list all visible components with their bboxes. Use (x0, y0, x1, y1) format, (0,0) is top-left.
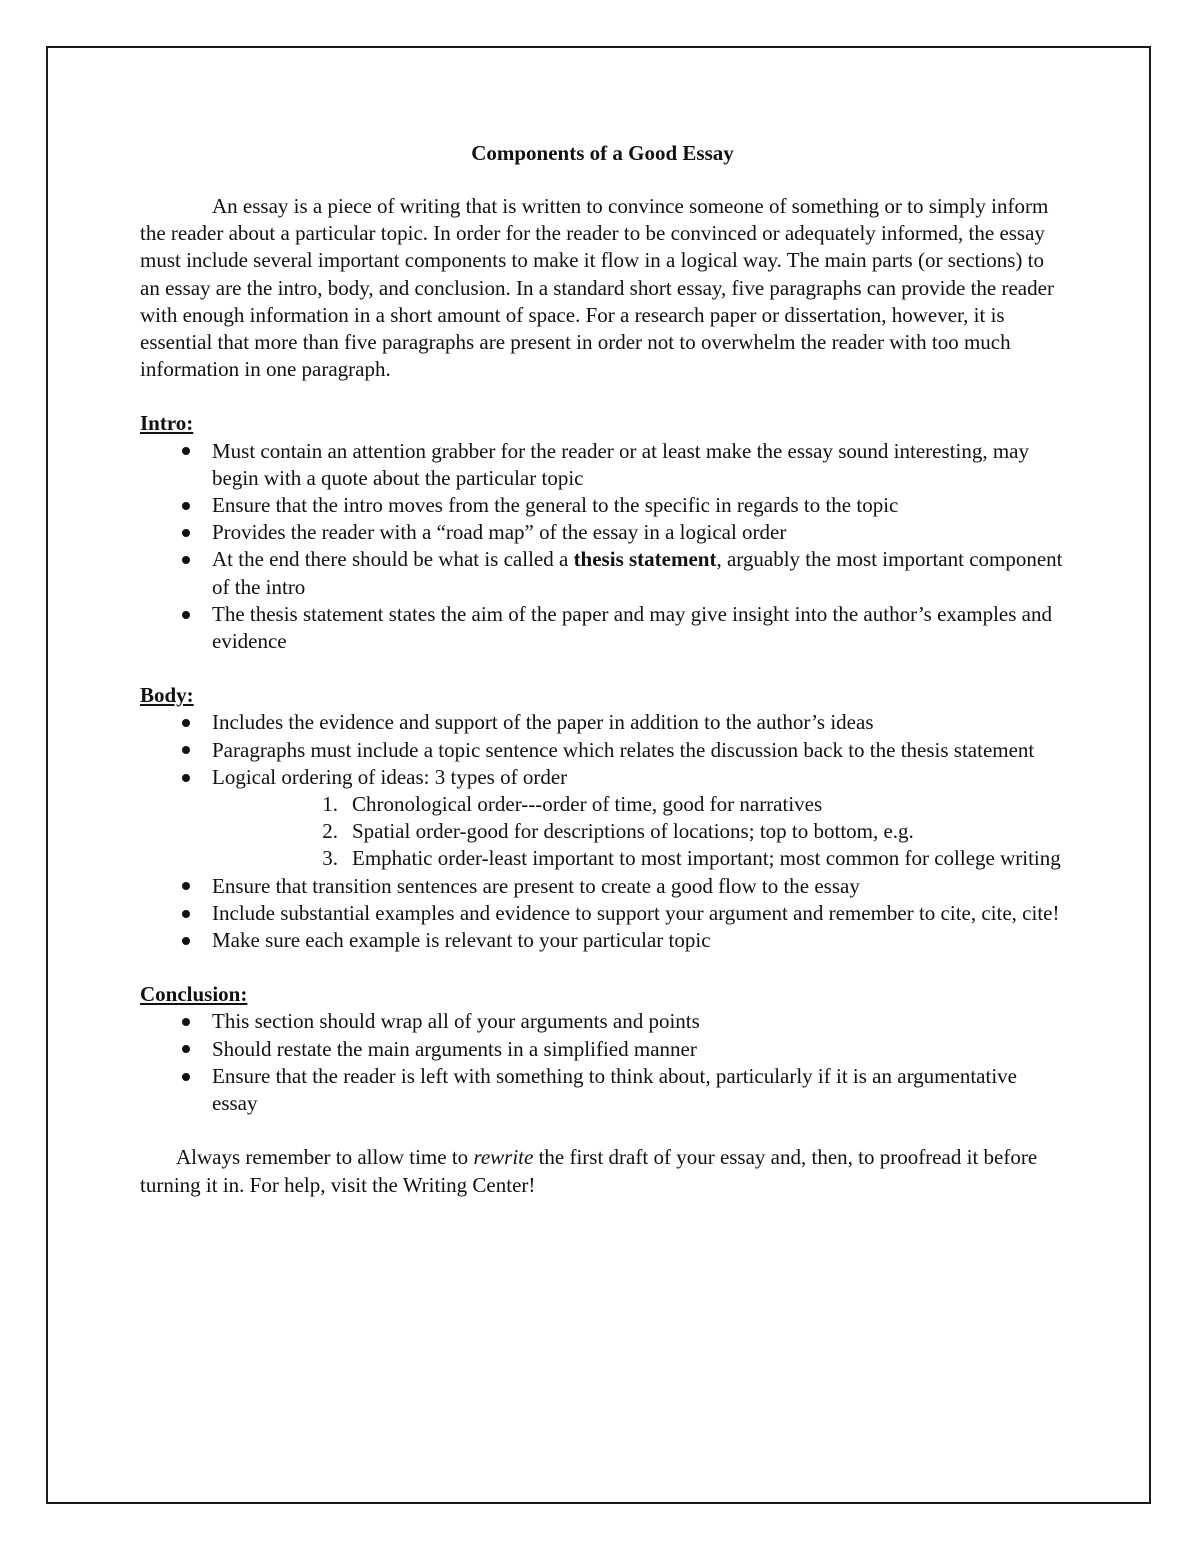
list-item (140, 737, 1065, 764)
list-item-text: Make sure each example is relevant to your particular topic (212, 928, 711, 953)
order-types-list (140, 791, 1065, 873)
body-bullet-list (140, 709, 1065, 791)
bullet-icon (176, 601, 196, 628)
numbered-item (140, 791, 1065, 818)
list-item (140, 1063, 1065, 1117)
list-item (140, 438, 1065, 492)
list-item-text: Include substantial examples and evidence to support your argument and remember to cite, cite, cite! (212, 900, 1060, 925)
closing-paragraph: Always remember to allow time to rewrite the first draft of your essay and, then, to proofread it before turning it in. For help, visit the Writing Center! (140, 1145, 1038, 1197)
document-title: Components of a Good Essay (471, 141, 734, 165)
list-item (140, 546, 1065, 600)
bullet-icon (176, 927, 196, 954)
list-item-text: Paragraphs must include a topic sentence which relates the discussion back to the thesis statement (212, 737, 1035, 762)
list-item-text: Provides the reader with a “road map” of the essay in a logical order (212, 520, 787, 545)
list-item-text: The thesis statement states the aim of the paper and may give insight into the author’s examples and evidence (212, 601, 1052, 654)
intro-paragraph: An essay is a piece of writing that is written to convince someone of something or to simply inform the reader about a particular topic. In order for the reader to be convinced or adequately informed, the essay must include several important components to make it flow in a logical way. The main parts (or sections) to an essay are the intro, body, and conclusion. In a standard short essay, five paragraphs can provide the reader with enough information in a short amount of space. For a research paper or dissertation, however, it is essential that more than five paragraphs are present in order not to overwhelm the reader with too much information in one paragraph. (140, 194, 1054, 382)
rewrite-emphasis: rewrite (473, 1145, 534, 1170)
body-heading: Body: (140, 683, 194, 708)
list-item (140, 709, 1065, 736)
list-item (140, 601, 1065, 655)
bullet-icon (176, 546, 196, 573)
body-bullet-list-continued (140, 873, 1065, 955)
list-item (140, 873, 1065, 900)
list-item (140, 519, 1065, 546)
numbered-item (140, 818, 1065, 845)
thesis-statement-term: thesis statement (573, 547, 717, 572)
item-number: 2. (322, 819, 338, 844)
item-number: 1. (322, 792, 338, 817)
bullet-icon (176, 737, 196, 764)
numbered-item-text: Spatial order-good for descriptions of locations; top to bottom, e.g. (352, 819, 914, 844)
list-item (140, 1036, 1065, 1063)
bullet-icon (176, 764, 196, 791)
item-number: 3. (322, 846, 338, 871)
list-item-text: Ensure that the intro moves from the general to the specific in regards to the topic (212, 493, 899, 518)
bullet-icon (176, 1036, 196, 1063)
bullet-icon (176, 1063, 196, 1090)
bullet-icon (176, 900, 196, 927)
numbered-item-text: Emphatic order-least important to most important; most common for college writing (352, 846, 1061, 871)
list-item-text: Includes the evidence and support of the paper in addition to the author’s ideas (212, 710, 874, 735)
list-item-text: This section should wrap all of your arguments and points (212, 1009, 700, 1034)
conclusion-heading: Conclusion: (140, 982, 248, 1007)
list-item (140, 764, 1065, 791)
bullet-icon (176, 519, 196, 546)
list-item (140, 927, 1065, 954)
list-item-text: Must contain an attention grabber for the reader or at least make the essay sound interesting, may begin with a quote about the particular topic (212, 438, 1029, 490)
list-item-text: Logical ordering of ideas: 3 types of order (212, 764, 568, 789)
list-item-text: Should restate the main arguments in a simplified manner (212, 1036, 697, 1061)
bullet-icon (176, 1008, 196, 1035)
list-item (140, 1008, 1065, 1035)
bullet-icon (176, 709, 196, 736)
list-item-text: Ensure that transition sentences are present to create a good flow to the essay (212, 873, 860, 898)
intro-bullet-list (140, 438, 1065, 656)
bullet-icon (176, 438, 196, 465)
list-item (140, 900, 1065, 927)
list-item (140, 492, 1065, 519)
conclusion-bullet-list (140, 1008, 1065, 1117)
numbered-item (140, 845, 1065, 872)
numbered-item-text: Chronological order---order of time, good for narratives (352, 792, 823, 817)
intro-heading: Intro: (140, 411, 194, 436)
list-item-text: At the end there should be what is called a thesis statement, arguably the most important component of the intro (212, 547, 1063, 599)
list-item-text: Ensure that the reader is left with something to think about, particularly if it is an argumentative essay (212, 1063, 1017, 1116)
bullet-icon (176, 873, 196, 900)
document-body (140, 140, 1065, 1199)
bullet-icon (176, 492, 196, 519)
